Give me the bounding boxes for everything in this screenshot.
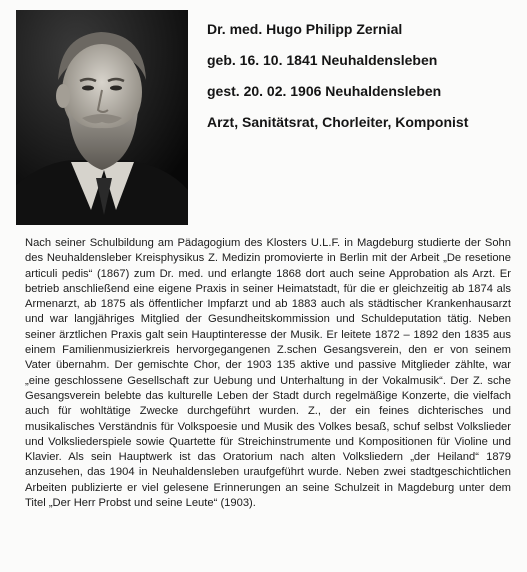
- portrait-image: [16, 10, 188, 225]
- person-info: [207, 20, 517, 144]
- professions-line: Arzt, Sanitätsrat, Chorleiter, Komponist: [207, 114, 469, 130]
- person-name: Dr. med. Hugo Philipp Zernial: [207, 21, 403, 37]
- bleed-through-background: [207, 150, 507, 230]
- death-line: gest. 20. 02. 1906 Neuhaldensleben: [207, 83, 442, 99]
- biography-text: Nach seiner Schulbildung am Pädagogium des Klosters U.L.F. in Magdeburg studierte der Sohn des Neuhaldensleber Kreisphysikus Z. Medizin promovierte in Berlin mit der Arbeit „De resetione articuli pedis“ (1867) zum Dr. med. und erlangte 1868 dort auch seine Approbation als Arzt. Er betrieb anschließend eine eigene Praxis in seiner Heimatstadt, für die er gleichzeitig ab 1874 als Armenarzt, ab 1875 als öffentlicher Impfarzt und ab 1883 auch als städtischer Krankenhausarzt und war langjähriges Mitglied der Gesundheitskommission und Schuldeputation tätig. Neben seiner ärztlichen Praxis galt sein Hauptinteresse der Musik. Er leitete 1872 – 1892 den 1835 aus einem Familienmusizierkreis hervorgegangenen Z.schen Gesangsverein, den er von seinem Vater übernahm. Der gemischte Chor, der 1903 135 aktive und passive Mitglieder zählte, war „eine geschlossene Gesellschaft zur Uebung und Unterhaltung in der Vokalmusik“. Der Z. sche Gesangsverein belebte das kulturelle Leben der Stadt durch regelmäßige Konzerte, die vielfach auch für wohltätige Zwecke durchgeführt wurden. Z., der ein feines dichterisches und musikalisches Verständnis für Volkspoesie und Musik des Volkes besaß, schuf selbst Volkslieder und Volksliederspiele sowie Quartette für Streichinstrumente und Kompositionen für Violine und Klavier. Als sein Hauptwerk ist das Oratorium nach alten Volksliedern „der Heiland“ 1879 anzusehen, das 1904 in Neuhaldensleben uraufgeführt wurde. Neben zwei stadtgeschichtlichen Arbeiten publizierte er viel gelesene Erinnerungen an seine Schulzeit in Magdeburg unter dem Titel „Der Herr Probst und seine Leute“ (1903).: [25, 237, 511, 510]
- portrait-photo: [16, 10, 188, 225]
- birth-line: geb. 16. 10. 1841 Neuhaldensleben: [207, 52, 438, 68]
